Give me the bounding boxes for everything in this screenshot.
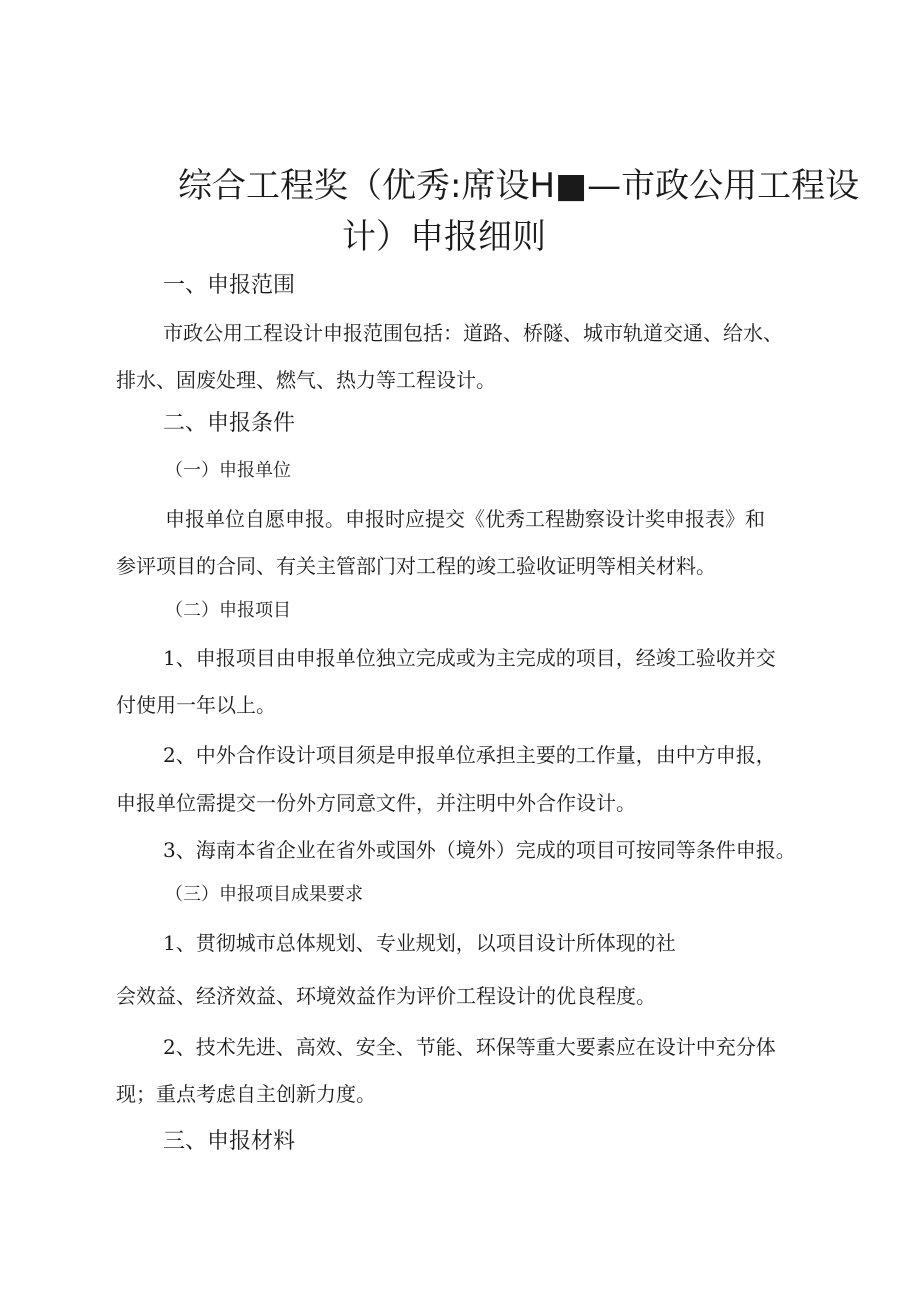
section-heading-scope: 一、申报范围 <box>163 273 296 298</box>
section-heading-conditions: 二、申报条件 <box>163 411 296 436</box>
unit-paragraph-line2: 参评项目的合同、有关主管部门对工程的竣工验收证明等相关材料。 <box>116 554 716 578</box>
project-item1-line2: 付使用一年以上。 <box>116 693 276 717</box>
section-heading-materials: 三、申报材料 <box>163 1129 296 1154</box>
project-item2-line2: 申报单位需提交一份外方同意文件，并注明中外合作设计。 <box>116 791 636 815</box>
subsection-heading-unit: （一）申报单位 <box>165 460 291 481</box>
requirement1-line1: 1、贯彻城市总体规划、专业规划，以项目设计所体现的社 <box>163 931 676 955</box>
subsection-heading-requirements: （三）申报项目成果要求 <box>165 884 363 905</box>
requirement1-line2: 会效益、经济效益、环境效益作为评价工程设计的优良程度。 <box>116 984 656 1008</box>
scope-paragraph-line1: 市政公用工程设计申报范围包括：道路、桥隧、城市轨道交通、给水、 <box>163 321 783 345</box>
requirement2-line2: 现；重点考虑自主创新力度。 <box>116 1082 376 1106</box>
scope-paragraph-line2: 排水、固废处理、燃气、热力等工程设计。 <box>116 368 496 392</box>
unit-paragraph-line1: 申报单位自愿申报。申报时应提交《优秀工程勘察设计奖申报表》和 <box>165 507 765 531</box>
project-item2-line1: 2、中外合作设计项目须是申报单位承担主要的工作量，由中方申报， <box>163 743 776 767</box>
document-title-line1: 综合工程奖（优秀:席设H■—市政公用工程设 <box>178 166 860 206</box>
project-item3-line1: 3、海南本省企业在省外或国外（境外）完成的项目可按同等条件申报。 <box>163 838 796 862</box>
requirement2-line1: 2、技术先进、高效、安全、节能、环保等重大要素应在设计中充分体 <box>163 1035 776 1059</box>
project-item1-line1: 1、申报项目由申报单位独立完成或为主完成的项目，经竣工验收并交 <box>163 646 776 670</box>
subsection-heading-project: （二）申报项目 <box>165 600 291 621</box>
document-title-line2: 计）申报细则 <box>342 217 546 257</box>
